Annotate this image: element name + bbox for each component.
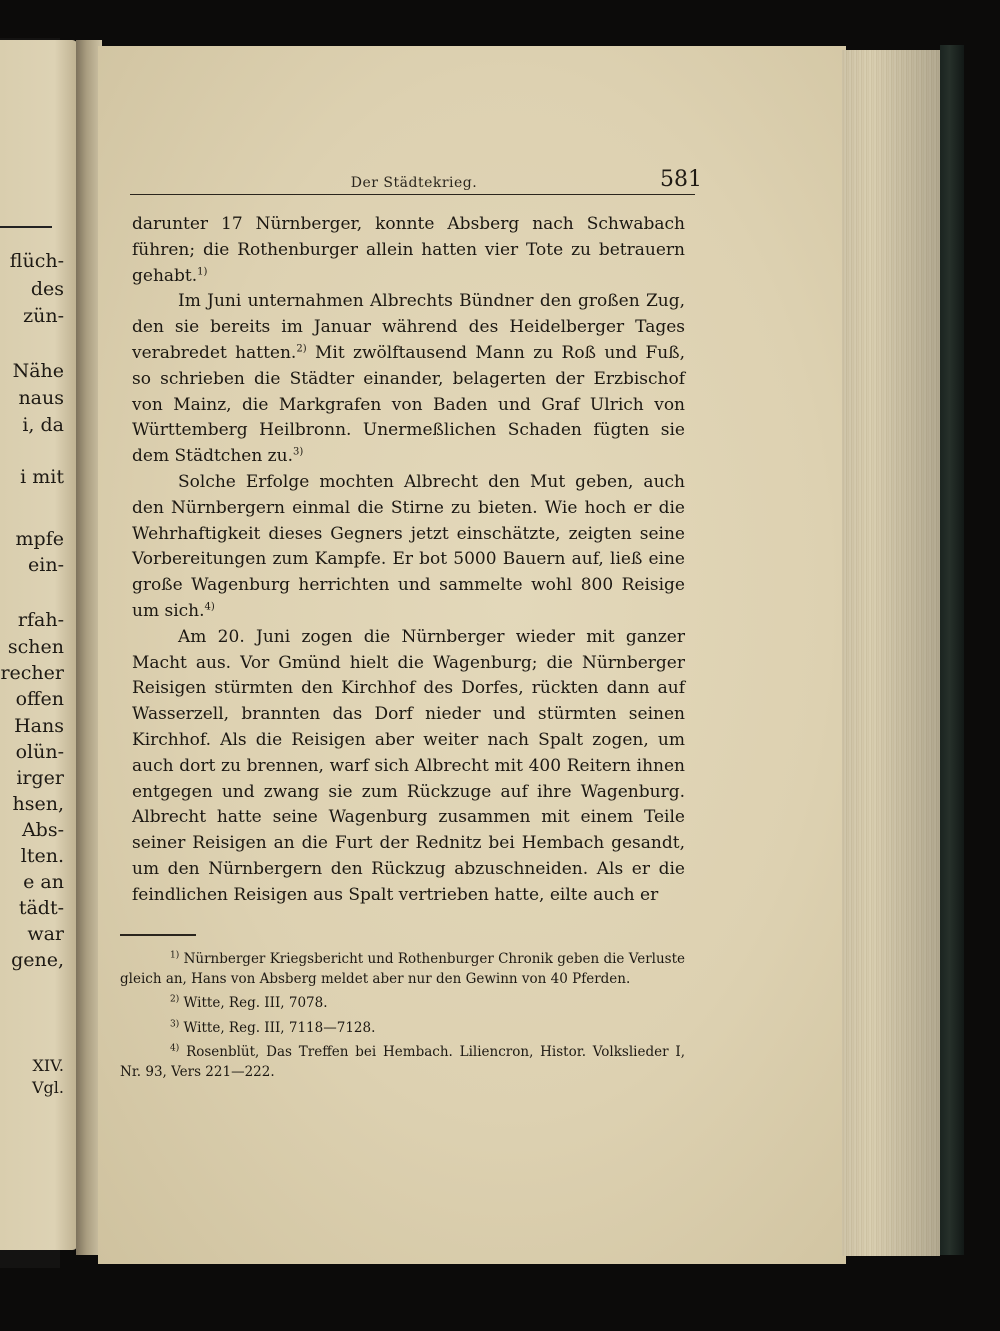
left-facing-page (0, 40, 78, 1250)
left-line-fragment: war (27, 923, 64, 945)
page-edges (842, 50, 940, 1256)
left-line-fragment: XIV. (32, 1056, 64, 1075)
footnote-ref: 4) (204, 601, 215, 613)
footnote-ref: 1) (197, 265, 208, 277)
left-line-fragment: lten. (20, 845, 64, 867)
footnote: $^{1)}$ Nürnberger Kriegsbericht und Rothenburger Chronik geben die Verluste gleich an, Hans von Absberg meldet aber nur den Gewinn von 40 Pferden. (120, 950, 686, 987)
left-line-fragment: offen (15, 688, 64, 710)
left-line-fragment: Hans (14, 715, 64, 737)
footnote: $^{3)}$ Witte, Reg. III, 7118—7128. (170, 1019, 376, 1036)
left-line-fragment: naus (18, 387, 64, 409)
footnote: $^{2)}$ Witte, Reg. III, 7078. (170, 994, 328, 1011)
book-cover-right (940, 45, 964, 1255)
left-line-fragment: irger (16, 767, 64, 789)
left-line-fragment: ein- (28, 554, 64, 576)
left-line-fragment: i, da (22, 414, 64, 436)
left-line-fragment: flüch- (9, 250, 64, 272)
left-line-fragment: hsen, (12, 793, 64, 815)
left-line-fragment: schen (7, 636, 64, 658)
left-line-fragment: tädt- (18, 897, 64, 919)
footnote-rule (120, 934, 196, 936)
left-line-fragment: Vgl. (32, 1078, 64, 1097)
left-line-fragment: recher (0, 662, 64, 684)
body-text (132, 212, 685, 909)
paragraph: darunter 17 Nürnberger, konnte Absberg nach Schwabach führen; die Rothenburger allein hatten vier Tote zu betrauern gehabt.$^{1)}$ (132, 214, 685, 286)
left-line-fragment: rfah- (17, 609, 64, 631)
left-line-fragment: Nähe (12, 360, 64, 382)
paragraph: Solche Erfolge mochten Albrecht den Mut geben, auch den Nürnbergern einmal die Stirne zu bieten. Wie hoch er die Wehrhaftigkeit dieses Gegners jetzt einschätzte, zeigten seine Vorbereitungen zum Kampfe. Er bot 5000 Bauern auf, ließ eine große Wagenburg herrichten und sammelte wohl 800 Reisige um sich.$^{4)}$ (132, 471, 685, 621)
paragraph: Im Juni unternahmen Albrechts Bündner den großen Zug, den sie bereits im Januar während des Heidelberger Tages verabredet hatten.$^{2)}$ Mit zwölftausend Mann zu Roß und Fuß, so schrieben die Städter einander, belagerten der Erzbischof von Mainz, die Markgrafen von Baden und Graf Ulrich von Württemberg Heilbronn. Unermeßlichen Schaden fügten sie dem Städtchen zu.$^{3)}$ (132, 291, 685, 467)
page-number: 581 (660, 167, 702, 192)
paragraph: Am 20. Juni zogen die Nürnberger wieder mit ganzer Macht aus. Vor Gmünd hielt die Wagenburg; die Nürnberger Reisigen stürmten den Kirchhof des Dorfes, rückten dann auf Wasserzell, brannten das Dorf nieder und stürmten seinen Kirchhof. Als die Reisigen aber weiter nach Spalt zogen, um auch dort zu brennen, warf sich Albrecht mit 400 Reitern ihnen entgegen und zwang sie zum Rückzuge auf ihre Wagenburg. Albrecht hatte seine Wagenburg zusammen mit einem Teile seiner Reisigen an die Furt der Rednitz bei Hembach gesandt, um den Nürnbergern den Rückzug abzuschneiden. Als er die feindlichen Reisigen aus Spalt vertrieben hatte, eilte auch er (132, 626, 685, 905)
left-line-fragment: olün- (15, 741, 64, 763)
footnote: $^{4)}$ Rosenblüt, Das Treffen bei Hembach. Liliencron, Histor. Volkslieder I, Nr. 93, Vers 221—222. (120, 1043, 685, 1080)
footnotes (120, 950, 685, 1087)
left-line-fragment: i mit (20, 466, 64, 488)
left-line-fragment: des (30, 278, 64, 300)
left-line-fragment: zün- (23, 305, 64, 327)
left-line-fragment: gene, (11, 949, 64, 971)
running-head: Der Städtekrieg. (350, 175, 478, 191)
left-line-fragment: mpfe (15, 528, 64, 550)
footnote-ref: 3) (293, 446, 304, 458)
left-page-header-rule (0, 226, 52, 228)
header-rule (130, 194, 695, 195)
left-line-fragment: Abs- (21, 819, 64, 841)
footnote-ref: 2) (296, 343, 307, 355)
left-line-fragment: e an (23, 871, 64, 893)
